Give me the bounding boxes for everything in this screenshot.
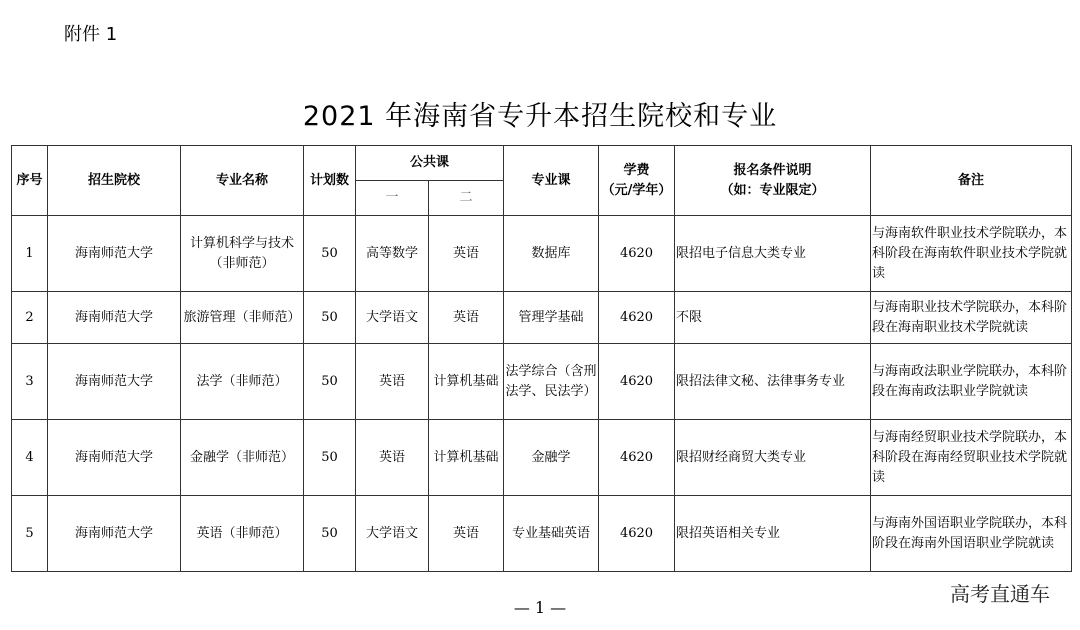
header-condition-line1: 报名条件说明 bbox=[733, 162, 812, 178]
cell-seq: 5 bbox=[12, 496, 48, 572]
cell-seq: 4 bbox=[12, 420, 48, 496]
cell-plan: 50 bbox=[304, 420, 356, 496]
cell-condition: 限招英语相关专业 bbox=[675, 496, 871, 572]
cell-professional: 数据库 bbox=[504, 216, 599, 292]
header-fee bbox=[599, 146, 675, 216]
cell-plan: 50 bbox=[304, 496, 356, 572]
header-row bbox=[12, 146, 1072, 181]
cell-seq: 1 bbox=[12, 216, 48, 292]
cell-fee: 4620 bbox=[599, 292, 675, 344]
header-school: 招生院校 bbox=[48, 146, 181, 216]
cell-school: 海南师范大学 bbox=[48, 216, 181, 292]
cell-condition: 不限 bbox=[675, 292, 871, 344]
header-public-course: 公共课 bbox=[356, 146, 504, 181]
table-row bbox=[12, 216, 1072, 292]
cell-seq: 2 bbox=[12, 292, 48, 344]
cell-school: 海南师范大学 bbox=[48, 420, 181, 496]
cell-major: 英语（非师范） bbox=[181, 496, 304, 572]
cell-major: 金融学（非师范） bbox=[181, 420, 304, 496]
header-major: 专业名称 bbox=[181, 146, 304, 216]
cell-fee: 4620 bbox=[599, 496, 675, 572]
cell-fee: 4620 bbox=[599, 420, 675, 496]
document-title: 2021 年海南省专升本招生院校和专业 bbox=[302, 101, 778, 132]
cell-note: 与海南政法职业学院联办，本科阶段在海南政法职业学院就读 bbox=[871, 344, 1072, 420]
cell-public-1: 英语 bbox=[356, 344, 429, 420]
cell-school: 海南师范大学 bbox=[48, 292, 181, 344]
cell-note: 与海南软件职业技术学院联办，本科阶段在海南软件职业技术学院就读 bbox=[871, 216, 1072, 292]
table-row bbox=[12, 496, 1072, 572]
cell-public-1: 大学语文 bbox=[356, 292, 429, 344]
header-professional-course: 专业课 bbox=[504, 146, 599, 216]
header-seq: 序号 bbox=[12, 146, 48, 216]
cell-public-1: 高等数学 bbox=[356, 216, 429, 292]
enrollment-table bbox=[11, 145, 1072, 572]
cell-condition: 限招法律文秘、法律事务专业 bbox=[675, 344, 871, 420]
cell-school: 海南师范大学 bbox=[48, 344, 181, 420]
cell-note: 与海南职业技术学院联办，本科阶段在海南职业技术学院就读 bbox=[871, 292, 1072, 344]
header-condition bbox=[675, 146, 871, 216]
cell-fee: 4620 bbox=[599, 216, 675, 292]
watermark: 高考直通车 bbox=[950, 582, 1050, 606]
cell-professional: 管理学基础 bbox=[504, 292, 599, 344]
cell-public-1: 大学语文 bbox=[356, 496, 429, 572]
header-public-2: 二 bbox=[429, 181, 504, 216]
header-public-1: 一 bbox=[356, 181, 429, 216]
cell-note: 与海南外国语职业学院联办，本科阶段在海南外国语职业学院就读 bbox=[871, 496, 1072, 572]
cell-public-2: 计算机基础 bbox=[429, 344, 504, 420]
table-row bbox=[12, 292, 1072, 344]
cell-professional: 专业基础英语 bbox=[504, 496, 599, 572]
header-plan: 计划数 bbox=[304, 146, 356, 216]
header-condition-line2: （如：专业限定） bbox=[720, 182, 825, 198]
cell-plan: 50 bbox=[304, 292, 356, 344]
cell-note: 与海南经贸职业技术学院联办，本科阶段在海南经贸职业技术学院就读 bbox=[871, 420, 1072, 496]
cell-professional: 法学综合（含刑法学、民法学） bbox=[504, 344, 599, 420]
cell-public-2: 计算机基础 bbox=[429, 420, 504, 496]
cell-public-2: 英语 bbox=[429, 496, 504, 572]
cell-major: 法学（非师范） bbox=[181, 344, 304, 420]
header-fee-line1: 学费 bbox=[623, 162, 650, 178]
cell-plan: 50 bbox=[304, 344, 356, 420]
header-fee-line2: （元/学年） bbox=[601, 182, 672, 198]
cell-public-2: 英语 bbox=[429, 292, 504, 344]
header-note: 备注 bbox=[871, 146, 1072, 216]
cell-major: 旅游管理（非师范） bbox=[181, 292, 304, 344]
cell-school: 海南师范大学 bbox=[48, 496, 181, 572]
cell-public-1: 英语 bbox=[356, 420, 429, 496]
attachment-label: 附件 1 bbox=[64, 24, 118, 45]
table-row bbox=[12, 420, 1072, 496]
cell-condition: 限招电子信息大类专业 bbox=[675, 216, 871, 292]
cell-plan: 50 bbox=[304, 216, 356, 292]
cell-major: 计算机科学与技术（非师范） bbox=[181, 216, 304, 292]
cell-seq: 3 bbox=[12, 344, 48, 420]
table-row bbox=[12, 344, 1072, 420]
cell-fee: 4620 bbox=[599, 344, 675, 420]
cell-public-2: 英语 bbox=[429, 216, 504, 292]
page-number: — 1 — bbox=[513, 598, 567, 617]
cell-professional: 金融学 bbox=[504, 420, 599, 496]
cell-condition: 限招财经商贸大类专业 bbox=[675, 420, 871, 496]
